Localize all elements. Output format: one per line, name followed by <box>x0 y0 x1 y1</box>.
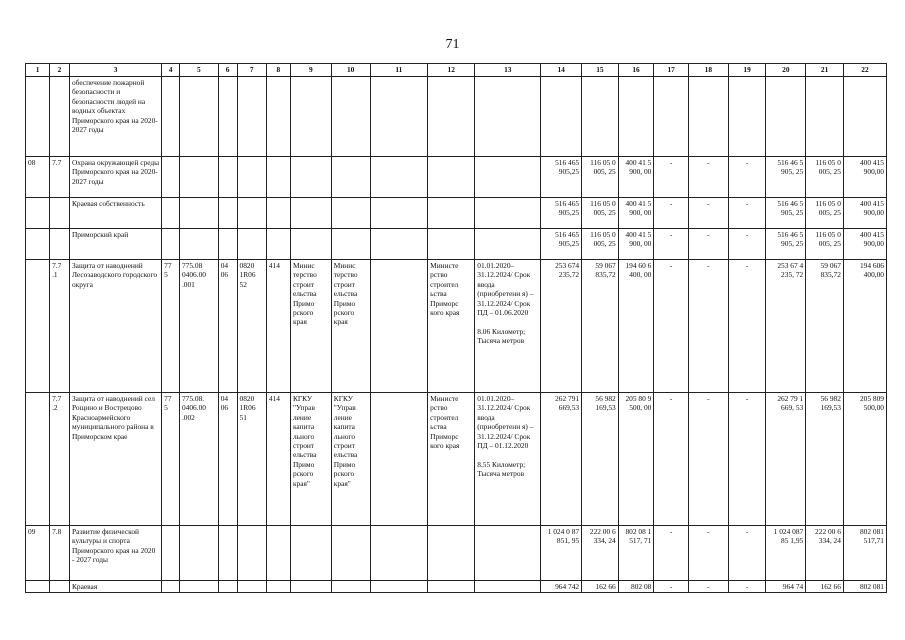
table-cell: - <box>728 198 766 229</box>
table-cell <box>843 77 886 157</box>
table-cell <box>331 77 370 157</box>
table-cell: 400 41 5 900, 00 <box>618 229 654 260</box>
table-cell: 253 674 235,72 <box>541 260 582 393</box>
table-cell: 162 66 <box>806 581 844 593</box>
table-cell <box>331 526 370 581</box>
table-cell: - <box>688 526 728 581</box>
table-cell <box>237 77 266 157</box>
table-cell: Министе рство строител ьства Приморс кого края <box>428 260 475 393</box>
table-cell <box>26 393 50 526</box>
table-cell <box>654 77 689 157</box>
header-cell: 15 <box>582 64 619 77</box>
table-cell: 400 41 5 900, 00 <box>618 198 654 229</box>
table-cell: 964 742 <box>541 581 582 593</box>
header-cell: 22 <box>843 64 886 77</box>
table-cell: - <box>654 198 689 229</box>
table-cell: - <box>728 526 766 581</box>
table-cell: 802 08 1 517, 71 <box>618 526 654 581</box>
table-cell <box>370 157 428 198</box>
table-cell: 59 067 835,72 <box>806 260 844 393</box>
table-cell: 7.7 .2 <box>50 393 70 526</box>
table-cell: - <box>688 581 728 593</box>
table-cell: - <box>654 526 689 581</box>
table-cell <box>162 581 180 593</box>
header-cell: 13 <box>475 64 541 77</box>
table-cell: - <box>654 393 689 526</box>
table-cell <box>370 229 428 260</box>
table-cell <box>370 77 428 157</box>
table-cell: - <box>688 260 728 393</box>
table-cell: КГКУ "Управ ление капита льного строит ельства Примо рского края" <box>331 393 370 526</box>
table-cell <box>475 526 541 581</box>
table-cell <box>428 77 475 157</box>
table-cell <box>237 157 266 198</box>
table-cell: Приморский край <box>69 229 161 260</box>
table-cell: Минис терство строит ельства Примо рского края <box>290 260 331 393</box>
table-cell: - <box>654 157 689 198</box>
table-cell <box>290 581 331 593</box>
table-cell <box>266 198 290 229</box>
table-cell: 7.8 <box>50 526 70 581</box>
table-cell <box>688 77 728 157</box>
table-cell <box>179 581 218 593</box>
budget-table <box>25 63 887 593</box>
table-cell: 262 791 669,53 <box>541 393 582 526</box>
table-cell: Защита от наводнений Лесозаводского городского округа <box>69 260 161 393</box>
table-cell: 400 415 900,00 <box>843 229 886 260</box>
table-cell <box>370 581 428 593</box>
table-cell <box>26 229 50 260</box>
table-cell: 56 982 169,53 <box>582 393 619 526</box>
table-cell <box>331 198 370 229</box>
header-cell: 20 <box>766 64 806 77</box>
header-cell: 11 <box>370 64 428 77</box>
header-row <box>26 64 887 77</box>
table-cell: 01.01.2020– 31.12.2024/ Срок ввода (приобретени я) – 31.12.2024/ Срок ПД – 01.06.2020 8.06 Километр; Тысяча метров <box>475 260 541 393</box>
table-cell: 59 067 835,72 <box>582 260 619 393</box>
table-cell <box>766 77 806 157</box>
table-cell: 802 08 <box>618 581 654 593</box>
table-cell <box>26 77 50 157</box>
table-row <box>26 260 887 393</box>
table-cell <box>266 581 290 593</box>
table-cell <box>266 229 290 260</box>
table-cell <box>162 198 180 229</box>
table-cell: 802 081 <box>843 581 886 593</box>
table-cell <box>428 581 475 593</box>
table-cell <box>50 581 70 593</box>
table-cell: Краевая <box>69 581 161 593</box>
table-row <box>26 526 887 581</box>
table-cell <box>237 198 266 229</box>
table-cell <box>290 77 331 157</box>
header-cell: 3 <box>69 64 161 77</box>
table-cell: 222 00 6 334, 24 <box>806 526 844 581</box>
table-cell: 262 79 1 669, 53 <box>766 393 806 526</box>
table-cell <box>290 526 331 581</box>
header-cell: 6 <box>218 64 237 77</box>
table-cell: 964 74 <box>766 581 806 593</box>
table-cell <box>475 581 541 593</box>
header-cell: 12 <box>428 64 475 77</box>
table-cell: 116 05 0 005, 25 <box>582 198 619 229</box>
header-cell: 2 <box>50 64 70 77</box>
table-cell: 56 982 169,53 <box>806 393 844 526</box>
table-cell <box>162 77 180 157</box>
table-cell <box>237 581 266 593</box>
table-cell <box>179 229 218 260</box>
table-cell: 414 <box>266 393 290 526</box>
table-cell: - <box>654 581 689 593</box>
table-cell: 205 80 9 500, 00 <box>618 393 654 526</box>
table-cell <box>237 229 266 260</box>
table-cell: - <box>728 581 766 593</box>
table-cell: 516 465 905,25 <box>541 198 582 229</box>
header-cell: 14 <box>541 64 582 77</box>
table-cell: 194 606 400,00 <box>843 260 886 393</box>
table-cell: 04 06 <box>218 260 237 393</box>
table-cell: - <box>654 229 689 260</box>
table-cell <box>331 229 370 260</box>
table-row <box>26 581 887 593</box>
table-cell <box>218 198 237 229</box>
table-cell: 1 024 0 87 851, 95 <box>541 526 582 581</box>
table-cell: 775.08 0406.00 .001 <box>179 260 218 393</box>
table-cell <box>475 157 541 198</box>
table-cell: 116 05 0 005, 25 <box>806 229 844 260</box>
table-cell <box>370 260 428 393</box>
table-cell: 01.01.2020– 31.12.2024/ Срок ввода (приобретени я) – 31.12.2024/ Срок ПД – 01.12.2020 8.55 Километр; Тысяча метров <box>475 393 541 526</box>
table-cell: обеспечение пожарной безопасности и безопасности людей на водных объектах Приморского края на 2020-2027 годы <box>69 77 161 157</box>
table-cell: 516 465 905,25 <box>541 229 582 260</box>
table-cell <box>179 526 218 581</box>
table-cell <box>218 581 237 593</box>
table-cell <box>428 526 475 581</box>
table-cell <box>290 198 331 229</box>
table-cell <box>26 198 50 229</box>
table-row <box>26 157 887 198</box>
table-cell <box>331 581 370 593</box>
table-cell: 0820 1R06 51 <box>237 393 266 526</box>
table-cell <box>728 77 766 157</box>
table-cell: - <box>688 157 728 198</box>
table-cell: 775.08. 0406.00 .002 <box>179 393 218 526</box>
table-cell: 802 081 517,71 <box>843 526 886 581</box>
table-cell: - <box>654 260 689 393</box>
table-cell <box>475 198 541 229</box>
table-cell: - <box>688 229 728 260</box>
table-cell: 77 5 <box>162 260 180 393</box>
table-cell <box>370 526 428 581</box>
table-row <box>26 229 887 260</box>
table-cell <box>475 229 541 260</box>
table-cell: Министе рство строител ьства Приморс кого края <box>428 393 475 526</box>
table-cell: Минис терство строит ельства Примо рского края <box>331 260 370 393</box>
table-cell <box>50 198 70 229</box>
table-cell <box>26 581 50 593</box>
table-cell <box>218 229 237 260</box>
table-row <box>26 77 887 157</box>
table-cell <box>218 77 237 157</box>
table-cell <box>475 77 541 157</box>
header-cell: 9 <box>290 64 331 77</box>
table-cell: 516 46 5 905, 25 <box>766 157 806 198</box>
table-cell: Развитие физической культуры и спорта Приморского края на 2020 - 2027 годы <box>69 526 161 581</box>
table-cell: 400 415 900,00 <box>843 157 886 198</box>
table-cell: 1 024 087 85 1,95 <box>766 526 806 581</box>
table-cell: - <box>688 198 728 229</box>
table-cell: Охрана окружающей среды Приморского края на 2020-2027 годы <box>69 157 161 198</box>
table-cell: 253 67 4 235, 72 <box>766 260 806 393</box>
header-cell: 10 <box>331 64 370 77</box>
table-cell <box>218 526 237 581</box>
header-cell: 19 <box>728 64 766 77</box>
table-cell: 116 05 0 005, 25 <box>806 157 844 198</box>
table-row <box>26 393 887 526</box>
table-cell: 414 <box>266 260 290 393</box>
table-cell <box>179 77 218 157</box>
table-cell <box>290 229 331 260</box>
table-cell <box>428 157 475 198</box>
table-cell <box>618 77 654 157</box>
table-cell <box>806 77 844 157</box>
table-cell: 162 66 <box>582 581 619 593</box>
table-cell: - <box>728 157 766 198</box>
table-cell <box>428 198 475 229</box>
table-cell <box>370 393 428 526</box>
header-cell: 7 <box>237 64 266 77</box>
table-cell: 516 46 5 905, 25 <box>766 229 806 260</box>
header-cell: 16 <box>618 64 654 77</box>
table-cell <box>162 526 180 581</box>
table-cell <box>237 526 266 581</box>
page-number: 71 <box>445 37 460 52</box>
table-cell: 400 415 900,00 <box>843 198 886 229</box>
table-cell <box>582 77 619 157</box>
table-cell: 0820 1R06 52 <box>237 260 266 393</box>
header-cell: 21 <box>806 64 844 77</box>
table-cell: - <box>728 260 766 393</box>
table-cell <box>428 229 475 260</box>
header-cell: 5 <box>179 64 218 77</box>
table-cell: 516 46 5 905, 25 <box>766 198 806 229</box>
table-cell: 222 00 6 334, 24 <box>582 526 619 581</box>
table-cell <box>266 157 290 198</box>
table-cell: 516 465 905,25 <box>541 157 582 198</box>
table-cell: Краевая собственность <box>69 198 161 229</box>
table-cell: КГКУ "Управ ление капита льного строит ельства Примо рского края" <box>290 393 331 526</box>
table-cell <box>179 198 218 229</box>
table-cell <box>26 260 50 393</box>
table-cell: 116 05 0 005, 25 <box>806 198 844 229</box>
header-cell: 18 <box>688 64 728 77</box>
header-cell: 4 <box>162 64 180 77</box>
table-cell: 08 <box>26 157 50 198</box>
table-cell: Защита от наводнений сел Рощино и Вострецово Красноармейского муниципального района в Приморском крае <box>69 393 161 526</box>
table-cell: - <box>728 229 766 260</box>
table-cell <box>162 229 180 260</box>
table-cell: 7.7 .1 <box>50 260 70 393</box>
table-cell: 116 05 0 005, 25 <box>582 157 619 198</box>
table-cell: 09 <box>26 526 50 581</box>
table-cell <box>266 77 290 157</box>
table-cell <box>541 77 582 157</box>
table-cell: 116 05 0 005, 25 <box>582 229 619 260</box>
table-cell: 77 5 <box>162 393 180 526</box>
header-cell: 17 <box>654 64 689 77</box>
table-cell: 400 41 5 900, 00 <box>618 157 654 198</box>
table-cell <box>50 77 70 157</box>
table-cell <box>162 157 180 198</box>
table-cell <box>50 229 70 260</box>
table-cell <box>370 198 428 229</box>
header-cell: 1 <box>26 64 50 77</box>
table-cell: 205 809 500,00 <box>843 393 886 526</box>
table-cell <box>266 526 290 581</box>
table-cell: - <box>688 393 728 526</box>
table-cell <box>179 157 218 198</box>
table-cell: 194 60 6 400, 00 <box>618 260 654 393</box>
table-cell: 04 06 <box>218 393 237 526</box>
table-cell <box>331 157 370 198</box>
table-cell <box>218 157 237 198</box>
header-cell: 8 <box>266 64 290 77</box>
table-cell <box>290 157 331 198</box>
table-row <box>26 198 887 229</box>
table-cell: 7.7 <box>50 157 70 198</box>
table-cell: - <box>728 393 766 526</box>
